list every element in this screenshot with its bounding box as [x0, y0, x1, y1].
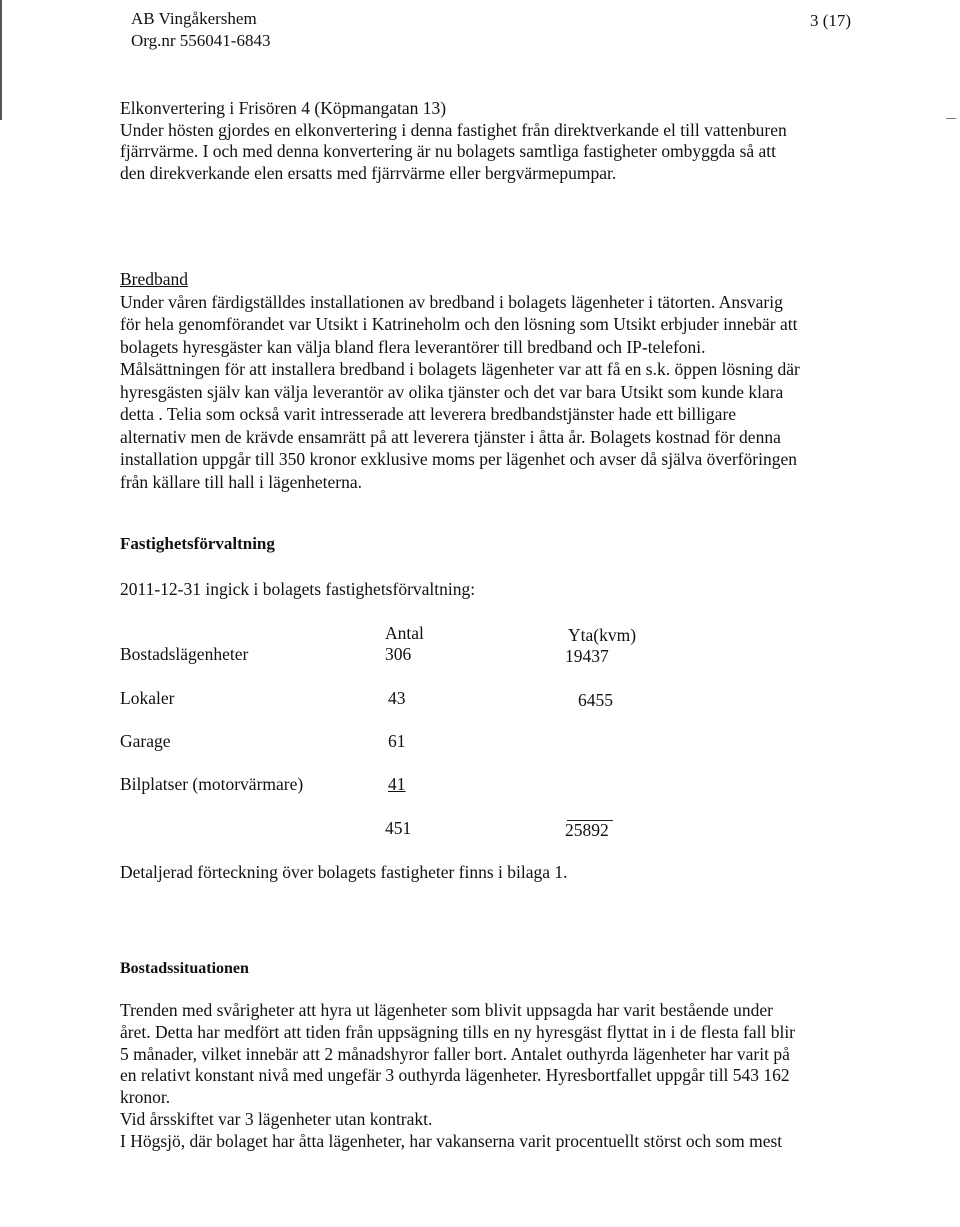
- page-number: 3 (17): [810, 11, 852, 30]
- row-label: Lokaler: [120, 688, 175, 708]
- paragraph-line: detta . Telia som också varit intresserade att leverera bredbandstjänster hade ett billigare: [120, 404, 737, 424]
- row-antal: 306: [385, 644, 412, 664]
- paragraph-line: Under våren färdigställdes installationen av bredband i bolagets lägenheter i tätorten. Ansvarig: [120, 291, 783, 312]
- fastighetsforvaltning-heading: Fastighetsförvaltning: [120, 534, 275, 553]
- paragraph-line: alternativ men de krävde ensamrätt på att leverera tjänster i åtta år. Bolagets kostnad för denna: [120, 426, 781, 447]
- company-name: AB Vingåkershem: [131, 9, 257, 28]
- scan-edge-mark: [946, 118, 956, 119]
- bilaga-note: Detaljerad förteckning över bolagets fastigheter finns i bilaga 1.: [120, 862, 568, 882]
- paragraph-line: I Högsjö, där bolaget har åtta lägenheter, har vakanserna varit procentuellt störst och som mest: [120, 1130, 783, 1151]
- row-label: Bilplatser (motorvärmare): [120, 774, 304, 794]
- bostadssituationen-heading: Bostadssituationen: [120, 960, 249, 977]
- column-header-yta: Yta(kvm): [568, 625, 637, 645]
- org-number: Org.nr 556041-6843: [131, 31, 271, 50]
- row-antal: 43: [388, 688, 406, 708]
- paragraph-line: bolagets hyresgäster kan välja bland flera leverantörer till bredband och IP-telefoni.: [120, 336, 706, 357]
- elkonvertering-section: [120, 98, 880, 184]
- bostadssituationen-section: [120, 1000, 880, 1153]
- column-header-antal: Antal: [385, 623, 424, 643]
- total-yta: 25892: [565, 820, 609, 840]
- bredband-section: [120, 268, 880, 493]
- paragraph-line: Vid årsskiftet var 3 lägenheter utan kontrakt.: [120, 1108, 433, 1129]
- paragraph-line: Under hösten gjordes en elkonvertering i denna fastighet från direktverkande el till vattenburen: [120, 119, 787, 140]
- paragraph-line: installation uppgår till 350 kronor exklusive moms per lägenhet och avser då själva överföringen: [120, 449, 797, 469]
- paragraph-line: för hela genomförandet var Utsikt i Katrineholm och den lösning som Utsikt erbjuder innebär att: [120, 314, 798, 334]
- row-label: Bostadslägenheter: [120, 644, 249, 664]
- bredband-heading: Bredband: [120, 269, 189, 289]
- paragraph-line: fjärrvärme. I och med denna konvertering är nu bolagets samtliga fastigheter ombyggda så att: [120, 141, 777, 161]
- paragraph-line: Trenden med svårigheter att hyra ut lägenheter som blivit uppsagda har varit bestående under: [120, 1000, 773, 1020]
- row-label: Garage: [120, 731, 171, 751]
- paragraph-line: från källare till hall i lägenheterna.: [120, 471, 362, 492]
- total-antal: 451: [385, 818, 412, 838]
- paragraph-line: kronor.: [120, 1087, 171, 1108]
- row-yta: 6455: [578, 690, 613, 710]
- fastighetsforvaltning-intro: 2011-12-31 ingick i bolagets fastighetsförvaltning:: [120, 579, 476, 599]
- row-yta: 19437: [565, 646, 609, 666]
- paragraph-line: Målsättningen för att installera bredband i bolagets lägenheter var att få en s.k. öppen lösning där: [120, 359, 800, 379]
- paragraph-line: året. Detta har medfört att tiden från uppsägning tills en ny hyresgäst flyttat in i de flesta fall blir: [120, 1021, 796, 1042]
- paragraph-line: den direkverkande elen ersatts med fjärrvärme eller bergvärmepumpar.: [120, 162, 617, 183]
- elkonvertering-title: Elkonvertering i Frisören 4 (Köpmangatan 13): [120, 98, 447, 118]
- scan-edge-line: [0, 0, 2, 120]
- paragraph-line: en relativt konstant nivå med ungefär 3 outhyrda lägenheter. Hyresbortfallet uppgår till 543 162: [120, 1065, 790, 1086]
- row-antal: 41: [388, 774, 406, 794]
- row-antal: 61: [388, 731, 406, 751]
- paragraph-line: hyresgästen själv kan välja leverantör av olika tjänster och det var bara Utsikt som kunde klara: [120, 381, 784, 402]
- paragraph-line: 5 månader, vilket innebär att 2 månadshyror faller bort. Antalet outhyrda lägenheter har varit på: [120, 1043, 790, 1064]
- company-header: [131, 8, 270, 52]
